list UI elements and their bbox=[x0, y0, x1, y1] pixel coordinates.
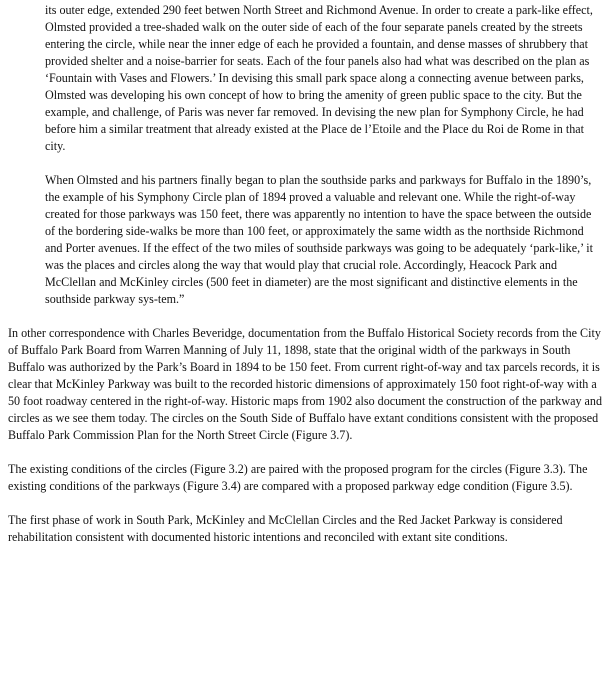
quote-paragraph-1: its outer edge, extended 290 feet betwen North Street and Richmond Avenue. In order to create a park-like effect, Olmsted provided a tree-shaded walk on the outer side of each of the four separate panels created by the streets entering the circle, while near the inner edge of each he provided a fountain, and dense masses of shrubbery that provided shelter and a noise-barrier for seats. Each of the four panels also had what was described on the plan as ‘Fountain with Vases and Flowers.’ In devising this small park space along a connecting avenue between parks, Olmsted was developing his own concept of how to bring the amenity of green public space to the city. But the example, and challenge, of Paris was never far removed. In devising the new plan for Symphony Circle, he had before him a similar treatment that already existed at the Place de l’Etoile and the Place du Roi de Rome in that city. bbox=[45, 3, 593, 153]
body-paragraph-3: The first phase of work in South Park, McKinley and McClellan Circles and the Red Jacket Parkway is considered rehabilitation consistent with documented historic intentions and reconciled with extant site conditions. bbox=[8, 513, 563, 544]
block-quote bbox=[45, 2, 602, 308]
body-paragraph-2: The existing conditions of the circles (Figure 3.2) are paired with the proposed program for the circles (Figure 3.3). The existing conditions of the parkways (Figure 3.4) are compared with a proposed parkway edge condition (Figure 3.5). bbox=[8, 462, 588, 493]
body-paragraph-1: In other correspondence with Charles Beveridge, documentation from the Buffalo Historical Society records from the City of Buffalo Park Board from Warren Manning of July 11, 1898, state that the original width of the parkways in South Buffalo was authorized by the Park’s Board in 1894 to be 150 feet. From current right-of-way and tax parcels records, it is clear that McKinley Parkway was built to the recorded historic dimensions of approximately 150 foot right-of-way with a 50 foot roadway centered in the right-of-way. Historic maps from 1902 also document the construction of the parkway and circles as we see them today. The circles on the South Side of Buffalo have extant conditions consistent with the proposed Buffalo Park Commission Plan for the North Street Circle (Figure 3.7). bbox=[8, 326, 602, 442]
quote-paragraph-2: When Olmsted and his partners finally began to plan the southside parks and parkways for Buffalo in the 1890’s, the example of his Symphony Circle plan of 1894 proved a valuable and relevant one. While the right-of-way created for those parkways was 150 feet, there was apparently no intention to have the space between the outside of the bordering side-walks be more than 100 feet, or approximately the same width as the northside Richmond and Porter avenues. If the effect of the two miles of southside parkways was going to be adequately ‘park-like,’ it was the places and circles along the way that would play that crucial role. Accordingly, Heacock Park and McClellan and McKinley circles (500 feet in diameter) are the most significant and distinctive elements in the southside parkway sys-tem.” bbox=[45, 173, 593, 306]
